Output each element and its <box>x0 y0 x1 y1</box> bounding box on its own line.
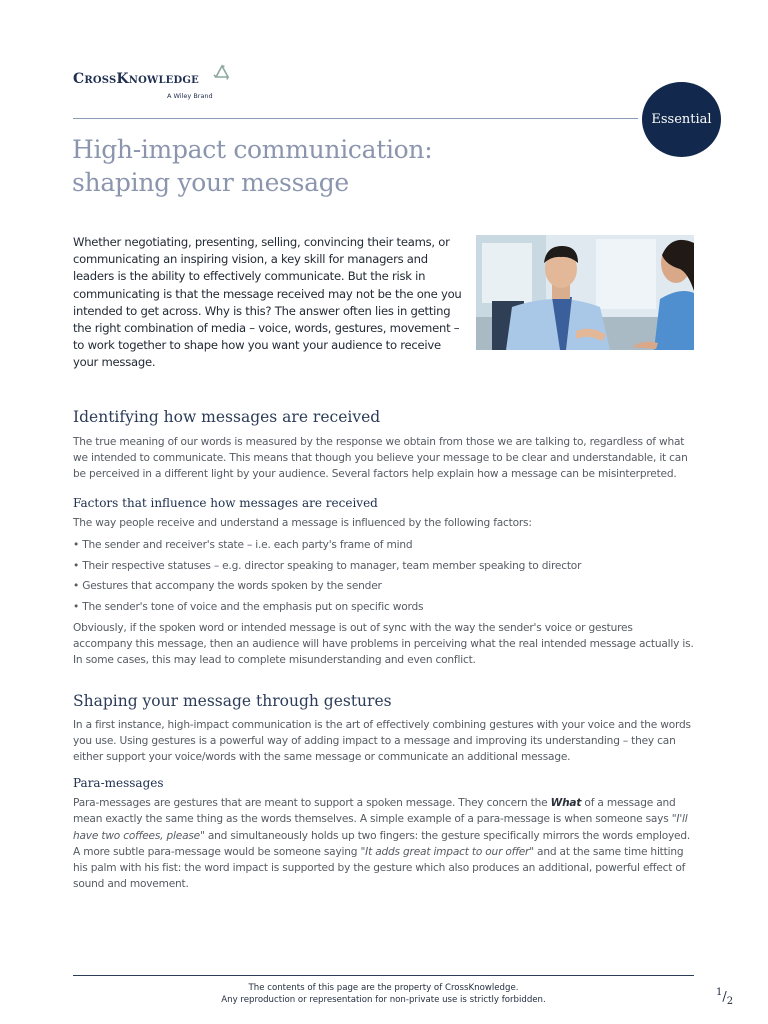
list-item: • The sender and receiver's state – i.e. each party's frame of mind <box>73 537 695 553</box>
list-item: • Gestures that accompany the words spoken by the sender <box>73 578 695 594</box>
brand-name: CrossKnowledge <box>73 71 199 87</box>
quote-two-coffees: "I'll have two coffees, please" <box>73 813 688 842</box>
list-item: • Their respective statuses – e.g. director speaking to manager, team member speaking to director <box>73 558 695 574</box>
page-number: $^1/_2$ <box>716 987 734 1007</box>
main-content <box>73 406 695 892</box>
section2-paragraph: In a first instance, high-impact communication is the art of effectively combining gestures with your voice and the words you use. Using gestures is a powerful way of adding impact to a message and improving its understanding – they can either support your voice/words with the same message or communicate an additional message. <box>73 718 691 764</box>
brand-tagline: A Wiley Brand <box>167 92 213 100</box>
brand-logo <box>73 68 213 100</box>
essential-badge: Essential <box>642 82 721 157</box>
intro-paragraph: Whether negotiating, presenting, selling, convincing their teams, or communicating an inspiring vision, a key skill for managers and leaders is the ability to effectively communicate. But the risk in communicating is that the message received may not be the one you intended to get across. Why is this? The answer often lies in getting the right combination of media – voice, words, gestures, movement – to work together to shape how you want your audience to receive your message. <box>73 235 462 370</box>
section1-heading: Identifying how messages are received <box>73 408 381 426</box>
triangle-arrows-logo-icon <box>213 64 231 82</box>
page-current: 1 <box>716 987 723 998</box>
footer-line-2: Any reproduction or representation for non-private use is strictly forbidden. <box>221 994 546 1005</box>
footer-line-1: The contents of this page are the property of CrossKnowledge. <box>248 983 519 993</box>
title-line-2: shaping your message <box>72 168 349 197</box>
factors-list <box>73 537 695 616</box>
text-run: and simultaneously holds up two fingers: the gesture specifically mirrors the words employed. A more subtle para-message would be someone saying <box>73 829 691 858</box>
para-messages-heading: Para-messages <box>73 776 164 791</box>
page-total: 2 <box>726 995 734 1007</box>
page-title <box>72 133 592 199</box>
footer-divider <box>73 975 694 976</box>
list-item: • The sender's tone of voice and the emphasis put on specific words <box>73 599 695 615</box>
header-divider <box>73 118 638 119</box>
emphasis-what: What <box>550 797 582 810</box>
section1-closing: Obviously, if the spoken word or intended message is out of sync with the way the sender's voice or gestures accompany this message, then an audience will have problems in perceiving what the real intended message actually is. In some cases, this may lead to complete misunderstanding and even conflict. <box>73 622 694 667</box>
title-line-1: High-impact communication: <box>72 135 433 164</box>
para-messages-paragraph <box>73 795 695 892</box>
text-run: Para-messages are gestures that are meant to support a spoken message. They concern the <box>73 797 551 810</box>
factors-lead: The way people receive and understand a message is influenced by the following factors: <box>73 516 532 529</box>
section1-paragraph: The true meaning of our words is measured by the response we obtain from those we are talking to, regardless of what we intended to communicate. This means that though you believe your message to be clear and understandable, it can be perceived in a different light by your audience. Several factors help explain how a message can be misinterpreted. <box>73 436 688 481</box>
section1-subheading: Factors that influence how messages are received <box>73 495 378 510</box>
quote-great-impact: "It adds great impact to our offer" <box>360 845 534 858</box>
copyright-footer <box>73 983 694 1006</box>
text-run: of a message and mean exactly the same thing as the words themselves. A simple example of a para-message is when someone says <box>73 797 676 826</box>
section2-heading: Shaping your message through gestures <box>73 691 392 710</box>
business-meeting-photo <box>476 235 694 350</box>
text-run: and at the same time hitting his palm with his fist: the word impact is supported by the gesture which also produces an additional, powerful effect of sound and movement. <box>73 845 686 891</box>
